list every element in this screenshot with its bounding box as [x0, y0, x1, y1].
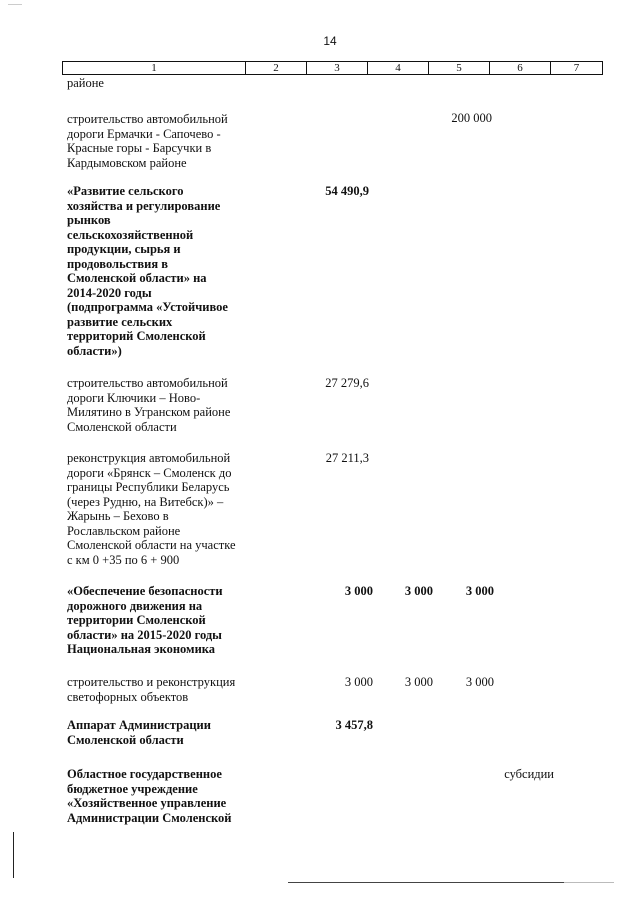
row-1-col-5-value: 200 000	[451, 111, 492, 125]
row-5-description: «Обеспечение безопасности дорожного движения на территории Смоленской области» на 2015-2020 годы Национальная экономика	[67, 584, 223, 656]
header-col-3: 3	[307, 62, 368, 74]
row-3-description: строительство автомобильной дороги Ключики – Ново- Милятино в Угранском районе Смоленской области	[67, 376, 231, 434]
header-col-1: 1	[63, 62, 246, 74]
left-margin-bar	[13, 832, 14, 878]
row-5-col-5-value: 3 000	[465, 584, 494, 598]
row-6-col-5-value: 3 000	[465, 675, 494, 689]
row-5-col-4-value: 3 000	[404, 584, 433, 598]
row-6-col-3-value: 3 000	[344, 675, 373, 689]
scan-corner-mark	[8, 4, 22, 5]
row-7-col-3-value: 3 457,8	[335, 718, 373, 732]
row-2-col-3-value: 54 490,9	[325, 184, 369, 198]
row-3-col-3-value: 27 279,6	[325, 376, 369, 390]
header-col-7: 7	[573, 62, 580, 74]
header-col-5: 5	[429, 62, 490, 74]
column-number-header	[62, 61, 603, 75]
bottom-rule-faint	[564, 882, 614, 883]
row-4-col-3-value: 27 211,3	[325, 451, 369, 465]
header-col-4: 4	[368, 62, 429, 74]
row-0-description: районе	[67, 76, 104, 90]
row-6-col-4-value: 3 000	[404, 675, 433, 689]
page-number: 14	[323, 34, 337, 48]
header-col-6: 6	[490, 62, 551, 74]
row-8-col-6-value: субсидии	[504, 767, 554, 781]
row-5-col-3-value: 3 000	[344, 584, 373, 598]
bottom-rule	[288, 882, 564, 883]
row-1-description: строительство автомобильной дороги Ермачки - Сапочево - Красные горы - Барсучки в Кардымовском районе	[67, 112, 228, 170]
row-2-description: «Развитие сельского хозяйства и регулирование рынков сельскохозяйственной продукции, сырья и продовольствия в Смоленской области» на 2014-2020 годы (подпрограмма «Устойчивое развитие сельских территорий Смоленской области»)	[67, 184, 228, 358]
row-4-description: реконструкция автомобильной дороги «Брянск – Смоленск до границы Республики Беларусь (через Рудню, на Витебск)» – Жарынь – Бехово в Рославльском районе Смоленской области на участке с км 0 +35 по 6 + 900	[67, 451, 236, 567]
row-8-description: Областное государственное бюджетное учреждение «Хозяйственное управление Администрации Смоленской	[67, 767, 232, 825]
header-col-2: 2	[246, 62, 307, 74]
row-6-description: строительство и реконструкция светофорных объектов	[67, 675, 236, 704]
row-7-description: Аппарат Администрации Смоленской области	[67, 718, 211, 747]
